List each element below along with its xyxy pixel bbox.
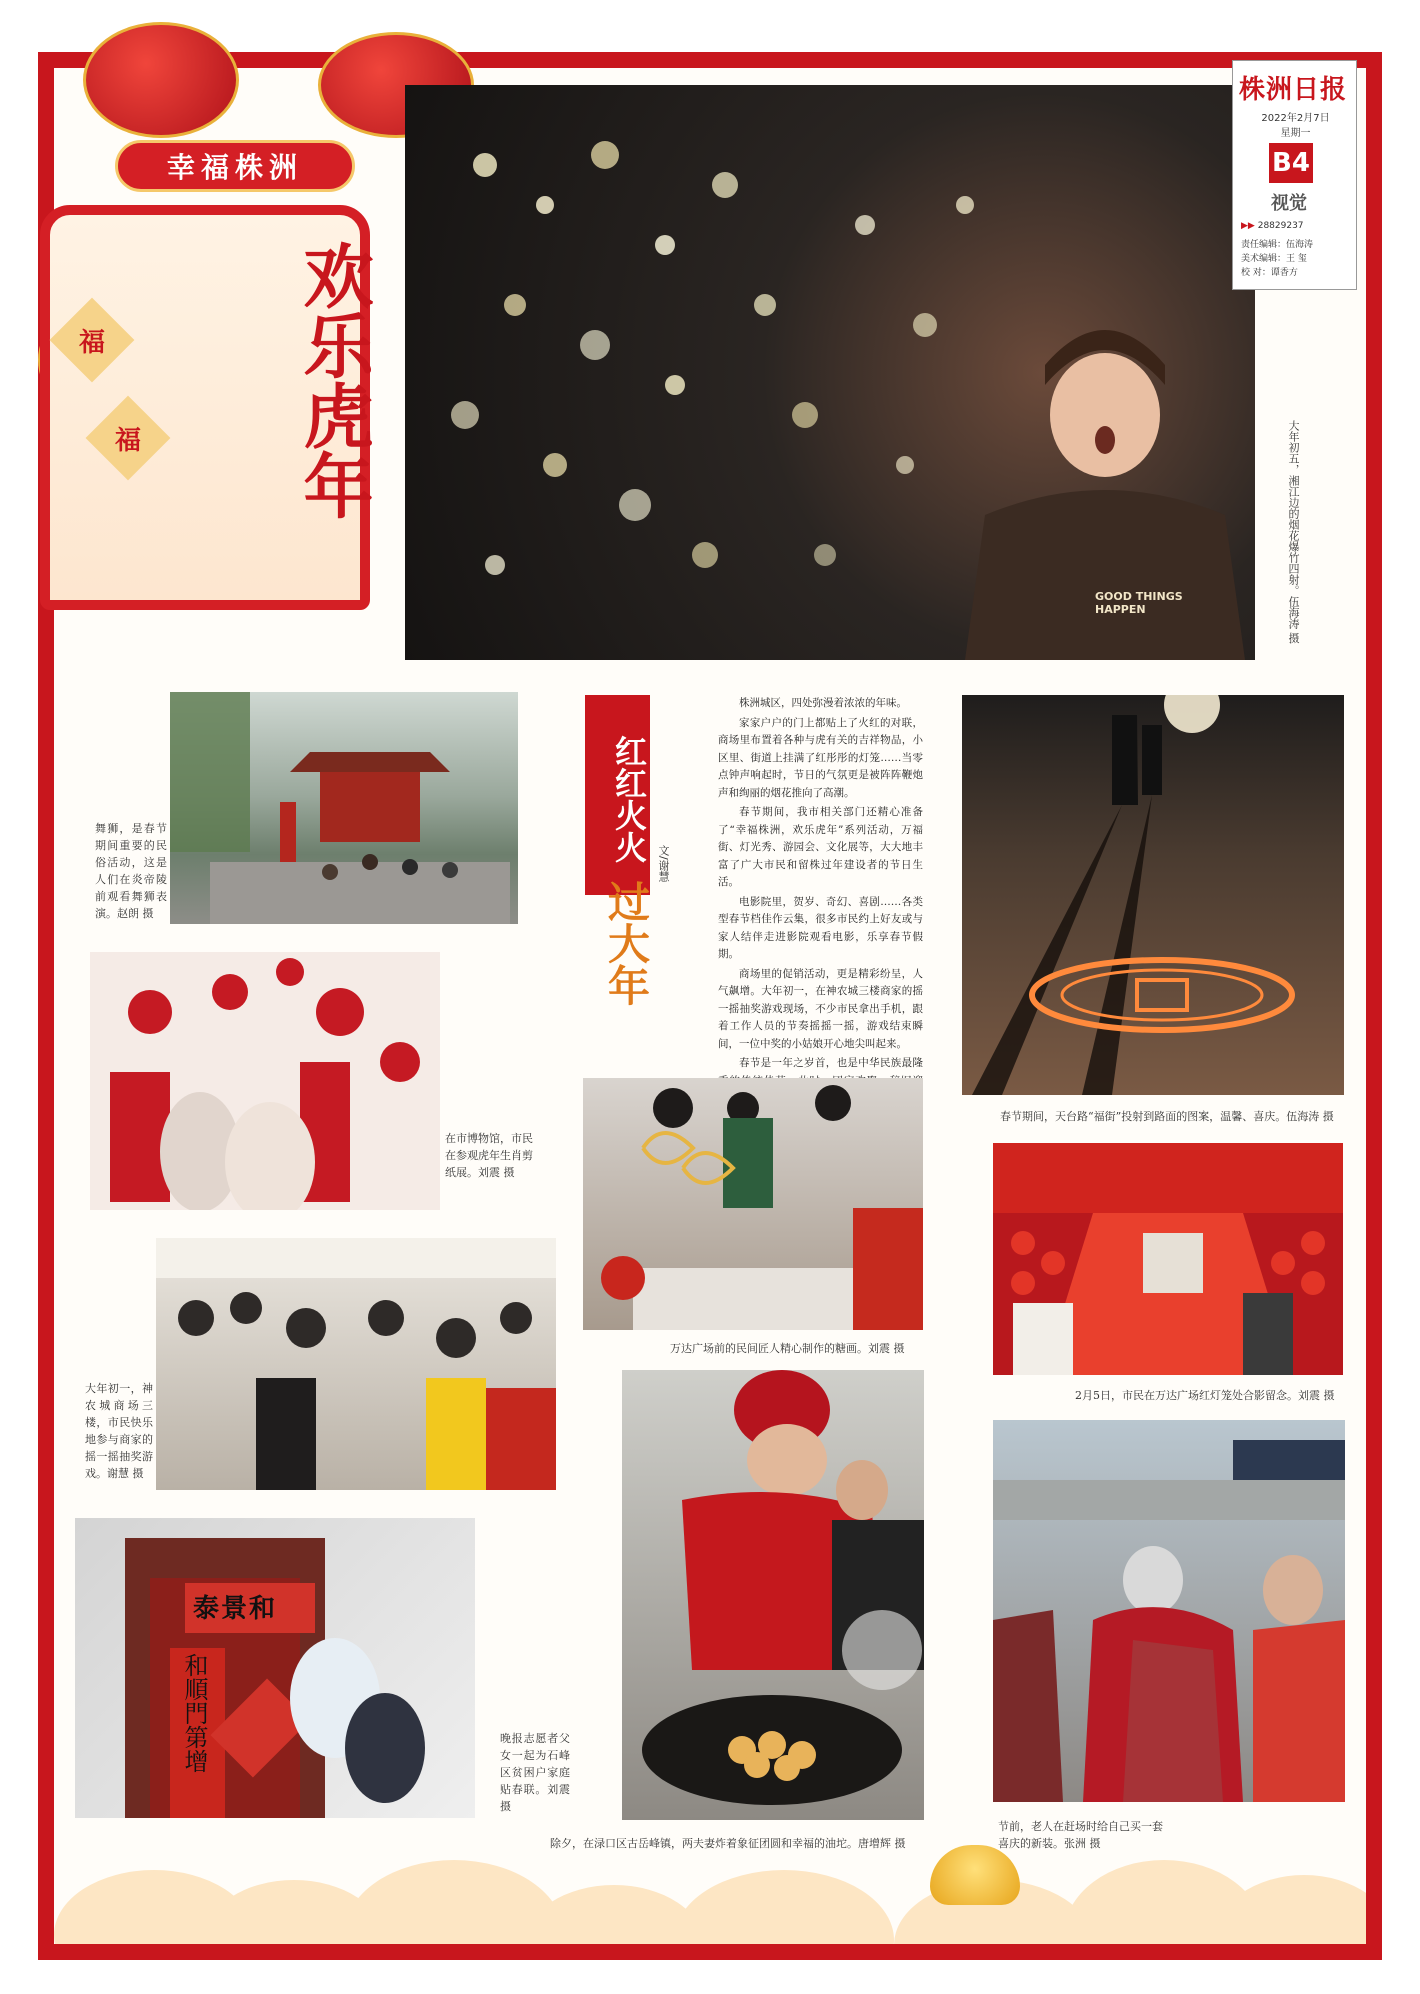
article-paragraph: 春节是一年之岁首，也是中华民族最隆 (739, 1057, 923, 1069)
caption-couplets: 晚报志愿者父女一起为石峰区贫困户家庭贴春联。刘震 摄 (500, 1732, 570, 1813)
photo-mall-lottery (156, 1238, 556, 1490)
fu-icon: 福 (86, 396, 171, 481)
crowd-graphic (156, 1238, 556, 1490)
article-byline: 文/谢慧 (657, 845, 670, 882)
frying-graphic (622, 1370, 924, 1820)
hero-photo-caption: 大年初五，湘江边的烟花爆竹四射。伍海涛 摄 (1287, 420, 1300, 644)
door-graphic (75, 1518, 475, 1818)
market-graphic (993, 1420, 1345, 1802)
article-paragraph: 商场里的促销活动，更是精彩纷呈，人气飙增。大年初一，在神农城三楼商家的摇一摇抽奖游戏现场，不少市民拿出手机，跟着工作人员的节奏摇摇一摇，游戏结束瞬间，一位中奖的小姑娘开心地尖叫起来。 (718, 967, 923, 1050)
article-paragraph: 株洲城区，四处弥漫着浓浓的年味。 (739, 697, 907, 709)
hero-photo-fireworks (405, 85, 1255, 660)
photo-street-shadows (962, 695, 1344, 1095)
art-editor-credit: 美术编辑：王 玺 (1241, 254, 1307, 264)
article-paragraph: 春节期间，我市相关部门还精心准备了“幸福株洲，欢乐虎年”系列活动，万福街、灯光秀、游园会、文化展等，大大地丰富了广大市民和留株过年建设者的节日生活。 (718, 806, 923, 888)
sugar-painting-graphic (583, 1078, 923, 1330)
masthead (1232, 60, 1357, 290)
article-paragraph: 家家户户的门上都贴上了火红的对联，商场里布置着各种与虎有关的吉祥物品，小区里、街道上挂满了红彤彤的灯笼……当零点钟声响起时，节日的气氛更是被阵阵鞭炮声和绚丽的烟花推向了高潮。 (718, 716, 923, 799)
slogan-badge: 幸福株洲 (115, 140, 355, 192)
fu-icon: 福 (50, 298, 135, 383)
page-title: 欢乐虎年 (292, 240, 375, 520)
proofreader-credit: 校 对：谭香方 (1241, 268, 1298, 278)
caption-frying: 除夕，在渌口区古岳峰镇，两夫妻炸着象征团圆和幸福的油坨。唐增辉 摄 (550, 1837, 906, 1850)
photo-new-clothes (993, 1420, 1345, 1802)
photo-lantern-corridor (993, 1143, 1343, 1375)
issue-weekday: 星期一 (1280, 128, 1311, 139)
hotline: ▶▶ 28829237 (1241, 221, 1304, 231)
photo-frying (622, 1370, 924, 1820)
caption-new-clothes: 节前，老人在赶场时给自己买一套喜庆的新装。张洲 摄 (998, 1820, 1163, 1850)
lantern-top (83, 22, 239, 138)
article-title: 红红火火 (585, 695, 650, 895)
caption-sugar-painting: 万达广场前的民间匠人精心制作的糖画。刘震 摄 (670, 1342, 905, 1355)
caption-lantern-corridor: 2月5日，市民在万达广场红灯笼处合影留念。刘震 摄 (1075, 1389, 1335, 1402)
article-subtitle: 过大年 (602, 880, 651, 1006)
section-name: 视觉 (1271, 193, 1307, 214)
caption-paper-cut: 在市博物馆，市民在参观虎年生肖剪纸展。刘震 摄 (445, 1132, 533, 1179)
couplet-text-side: 和順門第增 (180, 1653, 208, 1773)
shirt-text: GOOD THINGS HAPPEN (1095, 590, 1183, 616)
newspaper-name: 株洲日报 (1239, 75, 1348, 105)
photo-temple (170, 692, 518, 924)
arrow-icon: ▶▶ (1241, 221, 1255, 231)
paper-cut-graphic (90, 952, 440, 1210)
bokeh-lights (405, 85, 1255, 660)
article-body (718, 695, 923, 1110)
page-number: B4 (1269, 143, 1313, 183)
article-paragraph: 电影院里，贺岁、奇幻、喜剧……各类型春节档佳作云集，很多市民约上好友或与家人结伴走进影院观看电影，乐享春节假期。 (718, 895, 923, 960)
couplet-text-top: 泰景和 (193, 1594, 278, 1624)
temple-graphic (170, 692, 518, 924)
street-graphic (962, 695, 1344, 1095)
caption-mall-lottery: 大年初一，神农城商场三楼，市民快乐地参与商家的摇一摇抽奖游戏。谢慧 摄 (85, 1382, 153, 1480)
photo-paper-cut (90, 952, 440, 1210)
footer-clouds (54, 1830, 1366, 1944)
caption-street-shadows: 春节期间，天台路“福街”投射到路面的图案，温馨、喜庆。伍海涛 摄 (1000, 1110, 1334, 1123)
lantern-corridor-graphic (993, 1143, 1343, 1375)
photo-couplets (75, 1518, 475, 1818)
issue-date: 2022年2月7日 (1261, 113, 1330, 124)
caption-temple: 舞狮，是春节期间重要的民俗活动，这是人们在炎帝陵前观看舞狮表演。赵朗 摄 (95, 822, 167, 920)
cloud-shape (674, 1870, 894, 1944)
photo-sugar-painting (583, 1078, 923, 1330)
editor-credit: 责任编辑：伍海涛 (1241, 240, 1314, 250)
